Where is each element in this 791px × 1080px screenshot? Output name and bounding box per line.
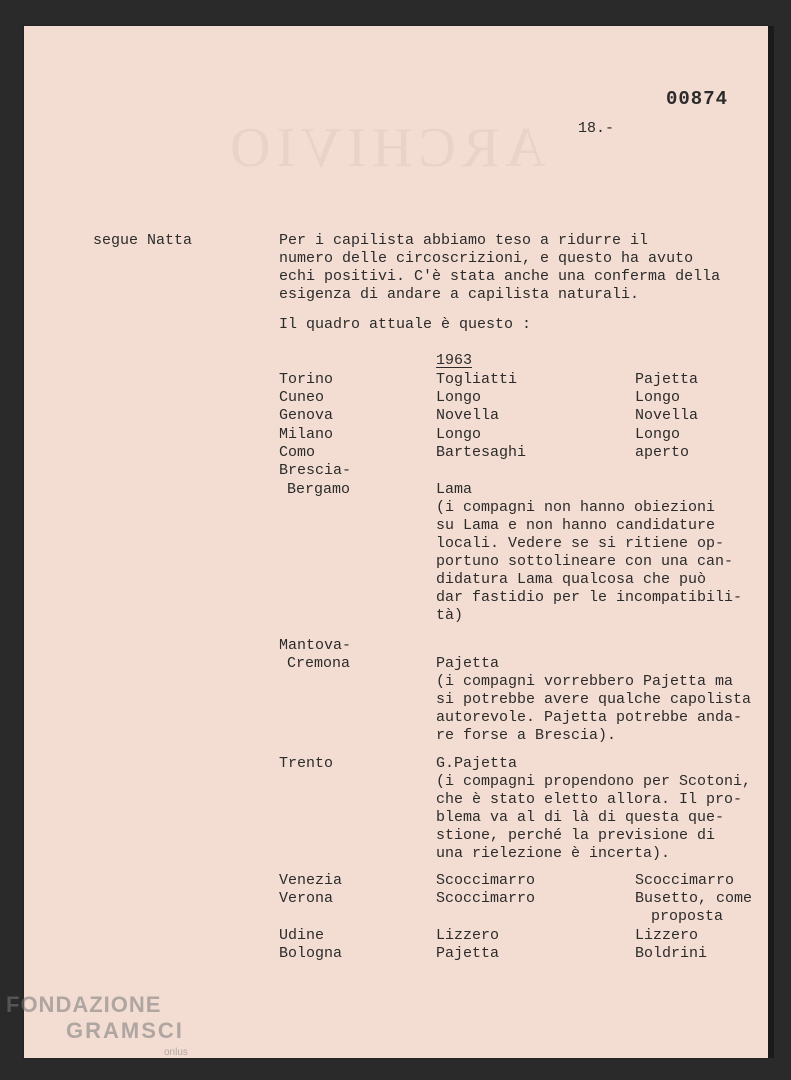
candidate-current-cell-continued: proposta	[651, 908, 724, 925]
watermark-line: GRAMSCI	[66, 1018, 184, 1043]
city-cell: Cuneo	[279, 389, 325, 406]
note-line: che è stato eletto allora. Il pro-	[436, 791, 743, 808]
note-line: locali. Vedere se si ritiene op-	[436, 535, 725, 552]
fondazione-gramsci-watermark	[6, 994, 188, 1058]
candidate-1963-cell: Longo	[436, 426, 482, 443]
candidate-1963-cell: Novella	[436, 407, 500, 424]
city-cell: Udine	[279, 927, 325, 944]
candidate-current-cell: Lizzero	[635, 927, 699, 944]
note-line: una rielezione è incerta).	[436, 845, 671, 862]
city-cell: Milano	[279, 426, 334, 443]
city-cell: Bologna	[279, 945, 343, 962]
document-page	[24, 26, 768, 1058]
intro-line: echi positivi. C'è stata anche una conferma della	[279, 268, 721, 285]
note-line: blema va al di là di questa que-	[436, 809, 725, 826]
candidate-current-cell: Longo	[635, 389, 681, 406]
document-number: 00874	[666, 88, 729, 110]
intro-line: Per i capilista abbiamo teso a ridurre il	[279, 232, 649, 249]
watermark-line: FONDAZIONE	[6, 992, 162, 1017]
candidate-current-cell: Busetto, come	[635, 890, 753, 907]
candidate-current-cell: Scoccimarro	[635, 872, 735, 889]
note-line: (i compagni propendono per Scotoni,	[436, 773, 752, 790]
intro-line: numero delle circoscrizioni, e questo ha avuto	[279, 250, 694, 267]
candidate-current-cell: Pajetta	[635, 371, 699, 388]
city-cell: Mantova-	[279, 637, 352, 654]
city-cell: Genova	[279, 407, 334, 424]
candidate-1963-cell: Scoccimarro	[436, 872, 536, 889]
intro-line: esigenza di andare a capilista naturali.	[279, 286, 640, 303]
candidate-current-cell: Longo	[635, 426, 681, 443]
page-number: 18.-	[578, 120, 615, 137]
note-line: portuno sottolineare con una can-	[436, 553, 734, 570]
candidate-current-cell: Boldrini	[635, 945, 708, 962]
city-cell: Brescia-	[279, 462, 352, 479]
candidate-1963-cell: G.Pajetta	[436, 755, 518, 772]
candidate-1963-cell: Lizzero	[436, 927, 500, 944]
note-line: dar fastidio per le incompatibili-	[436, 589, 743, 606]
city-cell: Como	[279, 444, 316, 461]
note-line: (i compagni non hanno obiezioni	[436, 499, 716, 516]
note-line: su Lama e non hanno candidature	[436, 517, 716, 534]
note-line: re forse a Brescia).	[436, 727, 617, 744]
candidate-1963-cell: Scoccimarro	[436, 890, 536, 907]
candidate-1963-cell: Togliatti	[436, 371, 518, 388]
watermark-line: onlus	[164, 1047, 188, 1058]
candidate-1963-cell: Pajetta	[436, 655, 500, 672]
candidate-1963-cell: Pajetta	[436, 945, 500, 962]
candidate-current-cell: aperto	[635, 444, 690, 461]
city-cell: Trento	[279, 755, 334, 772]
note-line: didatura Lama qualcosa che può	[436, 571, 707, 588]
note-line: stione, perché la previsione di	[436, 827, 716, 844]
city-cell-continued: Cremona	[287, 655, 351, 672]
city-cell-continued: Bergamo	[287, 481, 351, 498]
speaker-label: segue Natta	[93, 232, 193, 249]
note-line: autorevole. Pajetta potrebbe anda-	[436, 709, 743, 726]
candidate-1963-cell: Bartesaghi	[436, 444, 527, 461]
candidate-1963-cell: Longo	[436, 389, 482, 406]
note-line: (i compagni vorrebbero Pajetta ma	[436, 673, 734, 690]
city-cell: Venezia	[279, 872, 343, 889]
quadro-line: Il quadro attuale è questo :	[279, 316, 532, 333]
candidate-1963-cell: Lama	[436, 481, 473, 498]
note-line: si potrebbe avere qualche capolista	[436, 691, 752, 708]
bleed-through-text: ARCHIVIO	[224, 117, 546, 179]
year-header: 1963	[436, 352, 473, 369]
note-line: tà)	[436, 607, 464, 624]
city-cell: Torino	[279, 371, 334, 388]
city-cell: Verona	[279, 890, 334, 907]
page-edge	[768, 26, 774, 1058]
candidate-current-cell: Novella	[635, 407, 699, 424]
